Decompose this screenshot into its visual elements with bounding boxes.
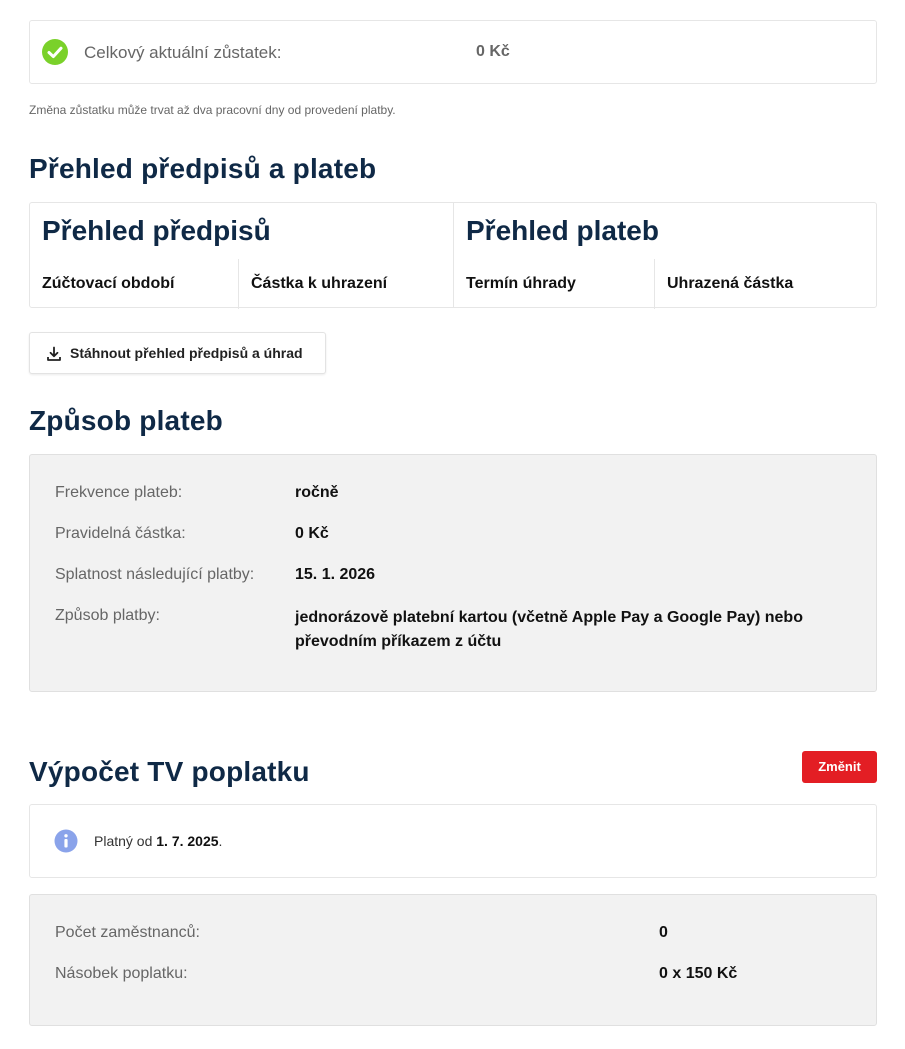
overview-left-title: Přehled předpisů — [42, 215, 271, 246]
tv-fee-value: 0 — [659, 924, 668, 941]
tv-fee-info-box — [29, 804, 877, 878]
balance-value: 0 Kč — [476, 43, 510, 60]
balance-card — [29, 20, 877, 84]
payment-label: Frekvence plateb: — [55, 484, 183, 501]
valid-from-text — [94, 833, 222, 849]
valid-from-prefix: Platný od — [94, 833, 157, 849]
download-icon — [46, 346, 62, 362]
payment-method-panel — [29, 454, 877, 692]
payment-value: 15. 1. 2026 — [295, 566, 376, 583]
payment-value: ročně — [295, 484, 339, 501]
tv-fee-title: Výpočet TV poplatku — [29, 756, 310, 787]
change-button[interactable] — [802, 751, 877, 783]
download-button[interactable] — [29, 332, 326, 374]
valid-from-suffix: . — [218, 833, 223, 849]
payment-method-title: Způsob plateb — [29, 405, 223, 436]
overview-right-title: Přehled plateb — [466, 215, 659, 246]
column-header: Termín úhrady — [466, 275, 576, 292]
tv-fee-panel — [29, 894, 877, 1026]
valid-from-date: 1. 7. 2025 — [156, 833, 219, 849]
tv-fee-label: Násobek poplatku: — [55, 965, 188, 982]
payment-value: jednorázově platební kartou (včetně Apple Pay a Google Pay) nebo převodním příkazem z účtu — [295, 609, 803, 650]
balance-note: Změna zůstatku může trvat až dva pracovní dny od provedení platby. — [29, 103, 396, 117]
payment-label: Splatnost následující platby: — [55, 566, 255, 583]
check-circle-icon — [41, 38, 69, 66]
download-label: Stáhnout přehled předpisů a úhrad — [70, 345, 303, 361]
payment-label: Způsob platby: — [55, 607, 160, 624]
tv-fee-value: 0 x 150 Kč — [659, 965, 738, 982]
overview-table — [29, 202, 877, 308]
info-icon — [54, 829, 78, 853]
payment-value: 0 Kč — [295, 525, 329, 542]
balance-label: Celkový aktuální zůstatek: — [84, 43, 282, 62]
column-header: Uhrazená částka — [667, 275, 794, 292]
column-header: Částka k uhrazení — [251, 275, 388, 292]
payment-label: Pravidelná částka: — [55, 525, 186, 542]
tv-fee-label: Počet zaměstnanců: — [55, 924, 200, 941]
column-header: Zúčtovací období — [42, 275, 175, 292]
change-label: Změnit — [818, 759, 861, 774]
overview-title: Přehled předpisů a plateb — [29, 153, 377, 184]
